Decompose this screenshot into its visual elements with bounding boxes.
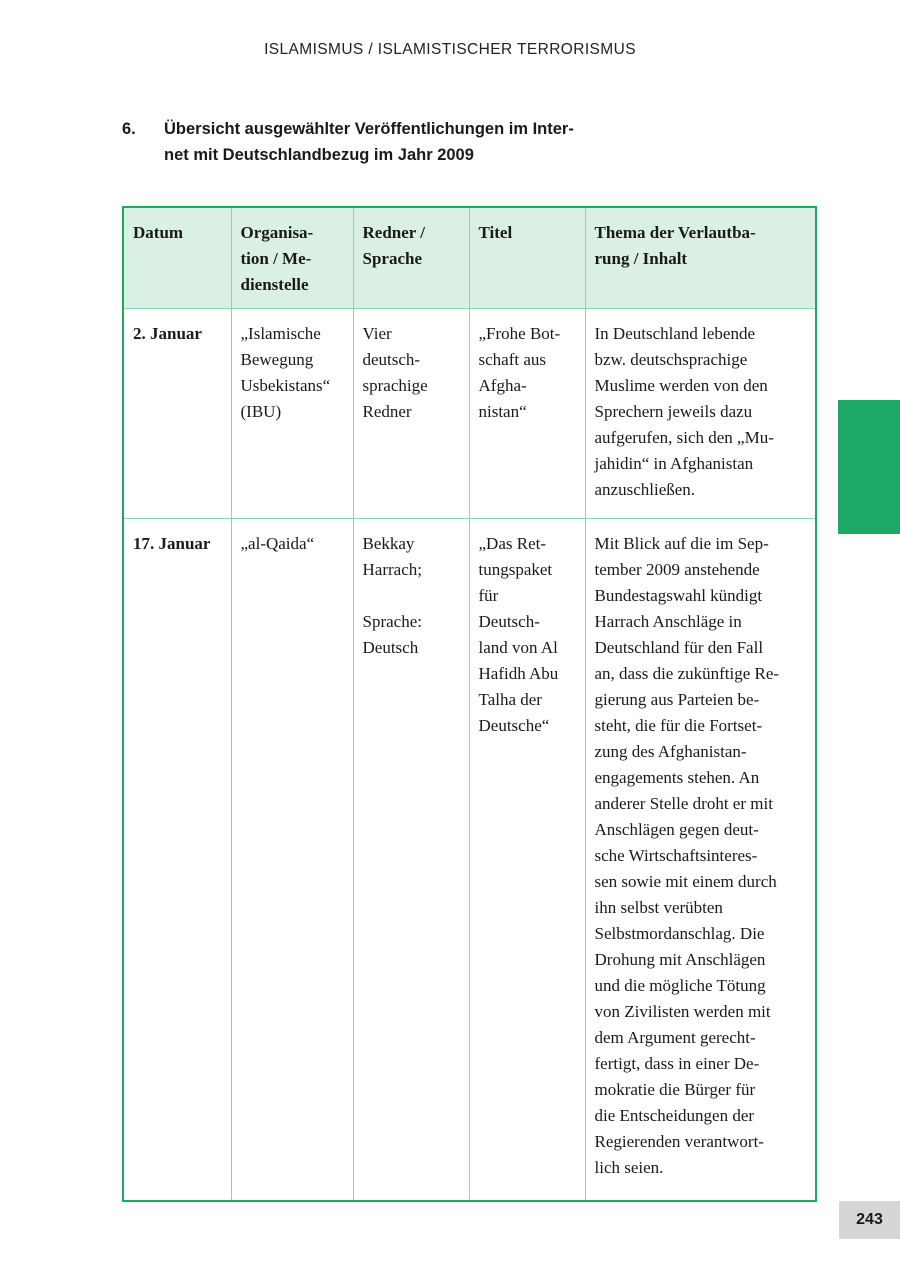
cell-line: von Zivilisten werden mit xyxy=(594,1002,771,1021)
cell-line: Muslime werden von den xyxy=(594,376,768,395)
cell-line: „Das Ret- xyxy=(478,534,547,553)
header-line: Organisa- xyxy=(240,223,314,242)
page-number: 243 xyxy=(839,1201,900,1239)
cell-line: ihn selbst verübten xyxy=(594,898,723,917)
cell-line: nistan“ xyxy=(478,402,527,421)
column-header-speaker xyxy=(353,207,469,309)
cell-line: 2. Januar xyxy=(133,324,202,343)
cell-line: und die mögliche Tötung xyxy=(594,976,766,995)
line-gap xyxy=(363,583,461,609)
cell-line: Drohung mit Anschlägen xyxy=(594,950,766,969)
cell-line: Harrach; xyxy=(362,560,422,579)
cell-line: Regierenden verantwort- xyxy=(594,1132,764,1151)
section-number: 6. xyxy=(122,120,136,138)
cell-line: deutsch- xyxy=(362,350,421,369)
cell-speaker xyxy=(353,519,469,1201)
cell-line: tungspaket xyxy=(478,560,553,579)
column-header-title xyxy=(469,207,585,309)
header-line: tion / Me- xyxy=(240,249,312,268)
cell-line: die Entscheidungen der xyxy=(594,1106,755,1125)
header-line: Datum xyxy=(133,223,184,242)
cell-content xyxy=(585,519,816,1201)
cell-line: Deutschland für den Fall xyxy=(594,638,764,657)
running-head: ISLAMISMUS / ISLAMISTISCHER TERRORISMUS xyxy=(264,41,636,58)
cell-line: Deutsche“ xyxy=(478,716,550,735)
cell-line: Afgha- xyxy=(478,376,527,395)
cell-title xyxy=(469,519,585,1201)
cell-line: Bekkay xyxy=(362,534,415,553)
cell-line: Bewegung xyxy=(240,350,314,369)
cell-speaker xyxy=(353,309,469,519)
cell-line: Usbekistans“ xyxy=(240,376,331,395)
cell-line: bzw. deutschsprachige xyxy=(594,350,748,369)
cell-line: jahidin“ in Afghanistan xyxy=(594,454,754,473)
cell-line: Deutsch xyxy=(362,638,419,657)
cell-line: schaft aus xyxy=(478,350,547,369)
cell-line: lich seien. xyxy=(594,1158,664,1177)
cell-line: „al-Qaida“ xyxy=(240,534,315,553)
cell-line: sprachige xyxy=(362,376,428,395)
table-row xyxy=(123,519,816,1201)
cell-title xyxy=(469,309,585,519)
cell-line: Talha der xyxy=(478,690,542,709)
cell-line: land von Al xyxy=(478,638,558,657)
cell-line: fertigt, dass in einer De- xyxy=(594,1054,760,1073)
cell-line: (IBU) xyxy=(240,402,282,421)
section-heading xyxy=(122,116,642,168)
column-header-date xyxy=(123,207,231,309)
cell-line: an, dass die zukünftige Re- xyxy=(594,664,780,683)
cell-line: anderer Stelle droht er mit xyxy=(594,794,773,813)
header-line: Sprache xyxy=(362,249,422,268)
cell-line: steht, die für die Fortset- xyxy=(594,716,763,735)
cell-date xyxy=(123,519,231,1201)
cell-line: In Deutschland lebende xyxy=(594,324,755,343)
header-line: Thema der Verlautba- xyxy=(594,223,756,242)
header-line: Redner / xyxy=(362,223,425,242)
cell-line: zung des Afghanistan- xyxy=(594,742,747,761)
cell-line: Sprechern jeweils dazu xyxy=(594,402,753,421)
section-title-line: Übersicht ausgewählter Veröffentlichungen im Inter- xyxy=(164,120,574,138)
cell-line: „Frohe Bot- xyxy=(478,324,561,343)
publications-table xyxy=(122,206,817,1202)
cell-line: mokratie die Bürger für xyxy=(594,1080,756,1099)
cell-line: gierung aus Parteien be- xyxy=(594,690,760,709)
cell-line: engagements stehen. An xyxy=(594,768,760,787)
cell-organisation xyxy=(231,309,353,519)
cell-line: für xyxy=(478,586,499,605)
cell-content xyxy=(585,309,816,519)
column-header-content xyxy=(585,207,816,309)
table-header-row xyxy=(123,207,816,309)
cell-line: Vier xyxy=(362,324,392,343)
cell-line: Hafidh Abu xyxy=(478,664,559,683)
cell-line: 17. Januar xyxy=(133,534,211,553)
header-line: rung / Inhalt xyxy=(594,249,688,268)
column-header-organisation xyxy=(231,207,353,309)
section-title xyxy=(164,116,642,168)
cell-line: tember 2009 anstehende xyxy=(594,560,760,579)
cell-line: Redner xyxy=(362,402,412,421)
header-line: Titel xyxy=(478,223,513,242)
cell-line: Mit Blick auf die im Sep- xyxy=(594,534,769,553)
cell-date xyxy=(123,309,231,519)
cell-line: anzuschließen. xyxy=(594,480,696,499)
cell-line: Bundestagswahl kündigt xyxy=(594,586,763,605)
cell-line: aufgerufen, sich den „Mu- xyxy=(594,428,774,447)
cell-line: sche Wirtschaftsinteres- xyxy=(594,846,758,865)
cell-line: Sprache: xyxy=(362,612,422,631)
cell-line: dem Argument gerecht- xyxy=(594,1028,756,1047)
cell-line: Deutsch- xyxy=(478,612,540,631)
cell-line: „Islamische xyxy=(240,324,321,343)
cell-organisation xyxy=(231,519,353,1201)
section-title-line: net mit Deutschlandbezug im Jahr 2009 xyxy=(164,146,474,164)
cell-line: Anschlägen gegen deut- xyxy=(594,820,759,839)
cell-line: Selbstmordanschlag. Die xyxy=(594,924,765,943)
table-row xyxy=(123,309,816,519)
cell-line: sen sowie mit einem durch xyxy=(594,872,777,891)
header-line: dienstelle xyxy=(240,275,309,294)
chapter-side-tab xyxy=(838,400,900,534)
cell-line: Harrach Anschläge in xyxy=(594,612,742,631)
